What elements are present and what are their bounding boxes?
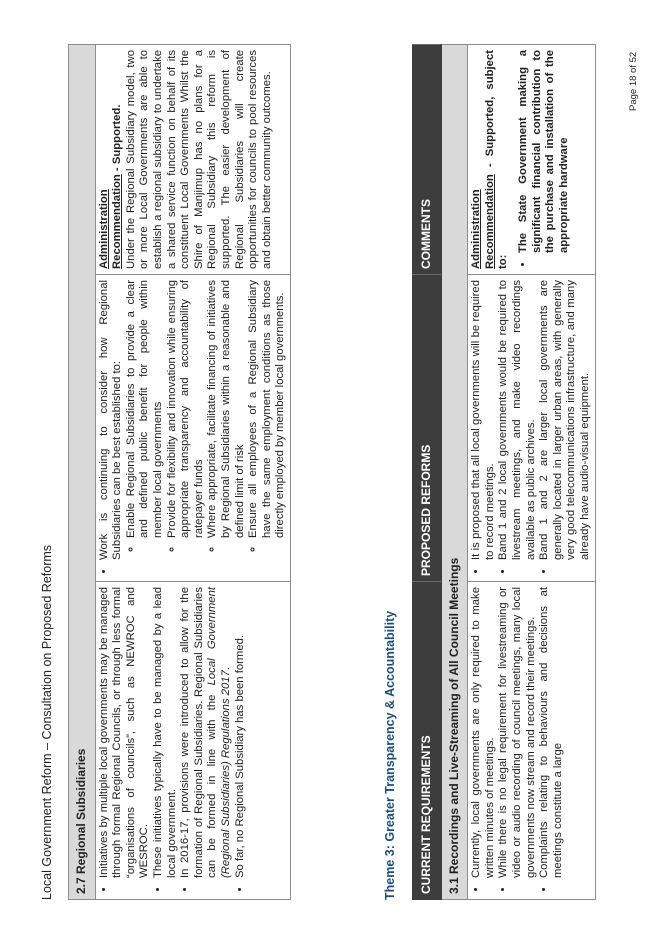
column-header-comments: COMMENTS bbox=[413, 45, 442, 275]
sub-list-item: ◦ Where appropriate, facilitate financing of initiatives by Regional Subsidiaries within a reasonable and defined limit of risk bbox=[206, 280, 247, 538]
comments-cell: Administration Recommendation - Supported. Under the Regional Subsidiary model, two or more Local Governments are able to establish a regional subsidiary to undertake a shared service function on behalf of its constituent Local Governments Whilst the Shire of Manjimup has no plans for a Regional Subsidiary this reform is supported. The easier development of Regional Subsidiaries will create opportunities for councils to pool resources and obtain better community outcomes. bbox=[95, 44, 290, 274]
list-item: • Work is continuing to consider how Regional Subsidiaries can be best established to: ◦ Enable Regional Subsidiaries to provide a clear and defined public benefit for people within member local governments ◦ Provide for flexibility and innovation while ensuring appropriate transparency and accountability of ratepayer funds ◦ Where appropriate, facilitate financing of initiatives by Regional Subsidiaries within a reasonable and defined limit of risk ◦ Ensure all employees of a Regional Subsidiary have the same employment conditions as those directly employed by member local governments. bbox=[98, 280, 288, 560]
sub-list-item: ◦ Enable Regional Subsidiaries to provide a clear and defined public benefit for people within member local governments bbox=[125, 280, 166, 538]
list-item: • Initiatives by multiple local governments may be managed through formal Regional Councils, or through less formal “organisations of councils”, such as NEWROC and WESROC. bbox=[98, 587, 152, 878]
comment-body: Under the Regional Subsidiary model, two or more Local Governments are able to establish a regional subsidiary to undertake a shared service function on behalf of its constituent Local Governments Whilst the Shire of Manjimup has no plans for a Regional Subsidiary this reform is supported. The easier development of Regional Subsidiaries will create opportunities for councils to pool resources and obtain better community outcomes. bbox=[124, 49, 273, 269]
section-row bbox=[69, 44, 96, 899]
regulation-title: Local Government (Regional Subsidiaries) Regulations 2017 bbox=[206, 587, 232, 878]
list-item: • Currently, local governments are only required to make written minutes of meetings. bbox=[470, 587, 497, 878]
section-title: 3.1 Recordings and Live-Streaming of All Council Meetings bbox=[441, 45, 468, 900]
sub-list-item: ◦ Ensure all employees of a Regional Subsidiary have the same employment conditions as those directly employed by member local governments. bbox=[247, 280, 288, 538]
column-header-proposed: PROPOSED REFORMS bbox=[413, 275, 442, 582]
current-requirements-cell bbox=[468, 582, 595, 900]
current-requirements-cell bbox=[95, 582, 290, 900]
regional-subsidiaries-table bbox=[68, 44, 291, 900]
page-number: Page 18 of 52 bbox=[628, 51, 639, 111]
list-item: • Complaints relating to behaviours and decisions at meetings constitute a large bbox=[538, 587, 565, 878]
comment-heading: Administration bbox=[470, 189, 483, 269]
section-title: 2.7 Regional Subsidiaries bbox=[69, 44, 96, 899]
table-row bbox=[468, 45, 595, 900]
table-header-row bbox=[413, 45, 442, 900]
comments-cell: Administration Recommendation - Supported, subject to: • The State Government making a significant financial contribution to the purchase and installation of the appropriate hardware bbox=[468, 45, 595, 275]
list-item: • While there is no legal requirement for livestreaming or video or audio recording of council meetings, many local governments now stream and record their meetings. bbox=[497, 587, 538, 878]
proposed-reforms-cell bbox=[95, 275, 290, 582]
list-item: • So far, no Regional Subsidiary has been formed. bbox=[234, 587, 248, 878]
transparency-table bbox=[412, 44, 596, 900]
list-item: • Band 1 and 2 local governments would be required to livestream meetings, and make video recordings available as public archives. bbox=[497, 280, 538, 560]
table-row bbox=[95, 44, 290, 899]
comment-heading: Administration bbox=[97, 189, 110, 269]
list-item: • These initiatives typically have to be managed by a lead local government. bbox=[152, 587, 179, 878]
list-item: • The State Government making a significant financial contribution to the purchase and installation of the appropriate hardware bbox=[517, 50, 571, 253]
list-item: • Band 1 and 2 are larger local governments are generally located in larger urban areas, with generally very good telecommunications infrastructure, and many already have audio-visual equipment. bbox=[538, 280, 592, 560]
list-item: • It is proposed that all local governments will be required to record meetings. bbox=[470, 280, 497, 560]
column-header-current: CURRENT REQUIREMENTS bbox=[413, 582, 442, 900]
section-row bbox=[441, 45, 468, 900]
theme-heading: Theme 3: Greater Transparency & Accountability bbox=[383, 610, 397, 900]
sub-list-item: ◦ Provide for flexibility and innovation while ensuring appropriate transparency and accountability of ratepayer funds bbox=[166, 280, 207, 538]
running-header: Local Government Reform – Consultation on Proposed Reforms bbox=[40, 544, 54, 900]
proposed-reforms-cell bbox=[468, 275, 595, 582]
list-item: • In 2016-17, provisions were introduced to allow for the formation of Regional Subsidiaries. Regional Subsidiaries can be formed in line with the Local Government (Regional Subsidiaries) Regulations 2017. bbox=[179, 587, 233, 878]
